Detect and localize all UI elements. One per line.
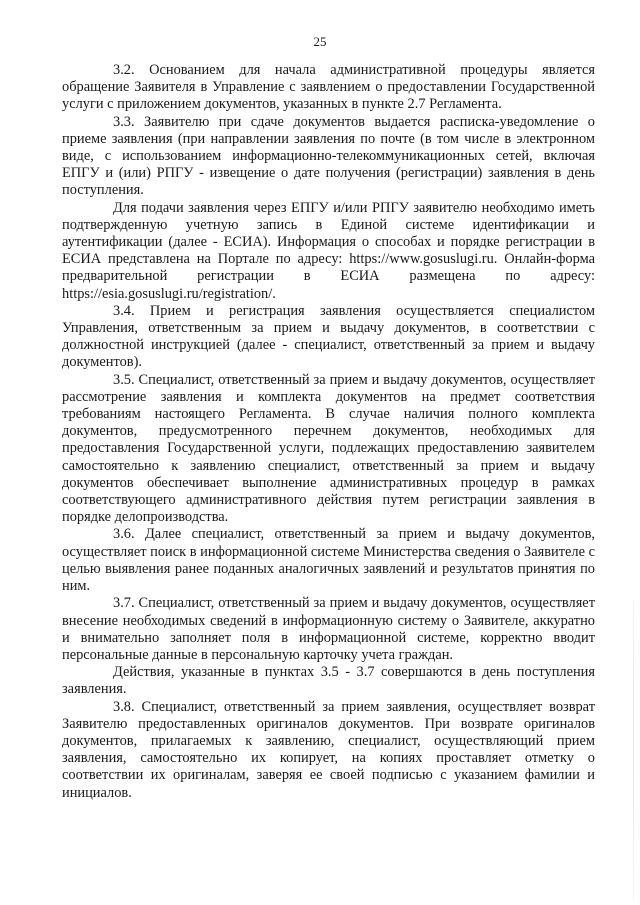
- document-body: [62, 62, 595, 802]
- paragraph-3-2: 3.2. Основанием для начала административной процедуры является обращение Заявителя в Управление с заявлением о предоставлении Государственной услуги с приложением документов, указанных в пункте 2.7 Регламента.: [62, 62, 595, 113]
- paragraph-actions-deadline: Действия, указанные в пунктах 3.5 - 3.7 совершаются в день поступления заявления.: [62, 664, 595, 698]
- paragraph-3-8: 3.8. Специалист, ответственный за прием заявления, осуществляет возврат Заявителю предоставленных оригиналов документов. При возврате оригиналов документов, прилагаемых к заявлению, специалист, осуществляющий прием заявления, самостоятельно их копирует, на копиях проставляет отметку о соответствии их оригиналам, заверяя ее своей подписью с указанием фамилии и инициалов.: [62, 698, 595, 801]
- paragraph-3-3: 3.3. Заявителю при сдаче документов выдается расписка-уведомление о приеме заявления (при направлении заявления по почте (в том числе в электронном виде, с использованием информационно-телекоммуникационных сетей, включая ЕПГУ и (или) РПГУ - извещение о дате получения (регистрации) заявления в день поступления.: [62, 113, 595, 199]
- scan-edge-mark: [633, 600, 634, 900]
- paragraph-esia-registration: Для подачи заявления через ЕПГУ и/или РПГУ заявителю необходимо иметь подтвержденную учетную запись в Единой системе идентификации и аутентификации (далее - ЕСИА). Информация о способах и порядке регистрации в ЕСИА представлена на Портале по адресу: https://www.gosuslugi.ru. Онлайн-форма предварительной регистрации в ЕСИА размещена по адресу: https://esia.gosuslugi.ru/registration/.: [62, 199, 595, 302]
- page-number: 25: [313, 34, 327, 49]
- paragraph-3-6: 3.6. Далее специалист, ответственный за прием и выдачу документов, осуществляет поиск в информационной системе Министерства сведения о Заявителе с целью выявления ранее поданных аналогичных заявлений и результатов принятия по ним.: [62, 526, 595, 595]
- paragraph-3-5: 3.5. Специалист, ответственный за прием и выдачу документов, осуществляет рассмотрение заявления и комплекта документов на предмет соответствия требованиям настоящего Регламента. В случае наличия полного комплекта документов, предусмотренного перечнем документов, необходимых для предоставления Государственной услуги, подлежащих предоставлению заявителем самостоятельно к заявлению специалист, ответственный за прием и выдачу документов обеспечивает выполнение административных процедур в рамках соответствующего административного действия путем регистрации заявления в порядке делопроизводства.: [62, 371, 595, 526]
- paragraph-3-7: 3.7. Специалист, ответственный за прием и выдачу документов, осуществляет внесение необходимых сведений в информационную систему о Заявителе, аккуратно и внимательно заполняет поля в информационной системе, корректно вводит персональные данные в персональную карточку учета граждан.: [62, 595, 595, 663]
- paragraph-3-4: 3.4. Прием и регистрация заявления осуществляется специалистом Управления, ответственным за прием и выдачу документов, в соответствии с должностной инструкцией (далее - специалист, ответственный за прием и выдачу документов).: [62, 302, 595, 371]
